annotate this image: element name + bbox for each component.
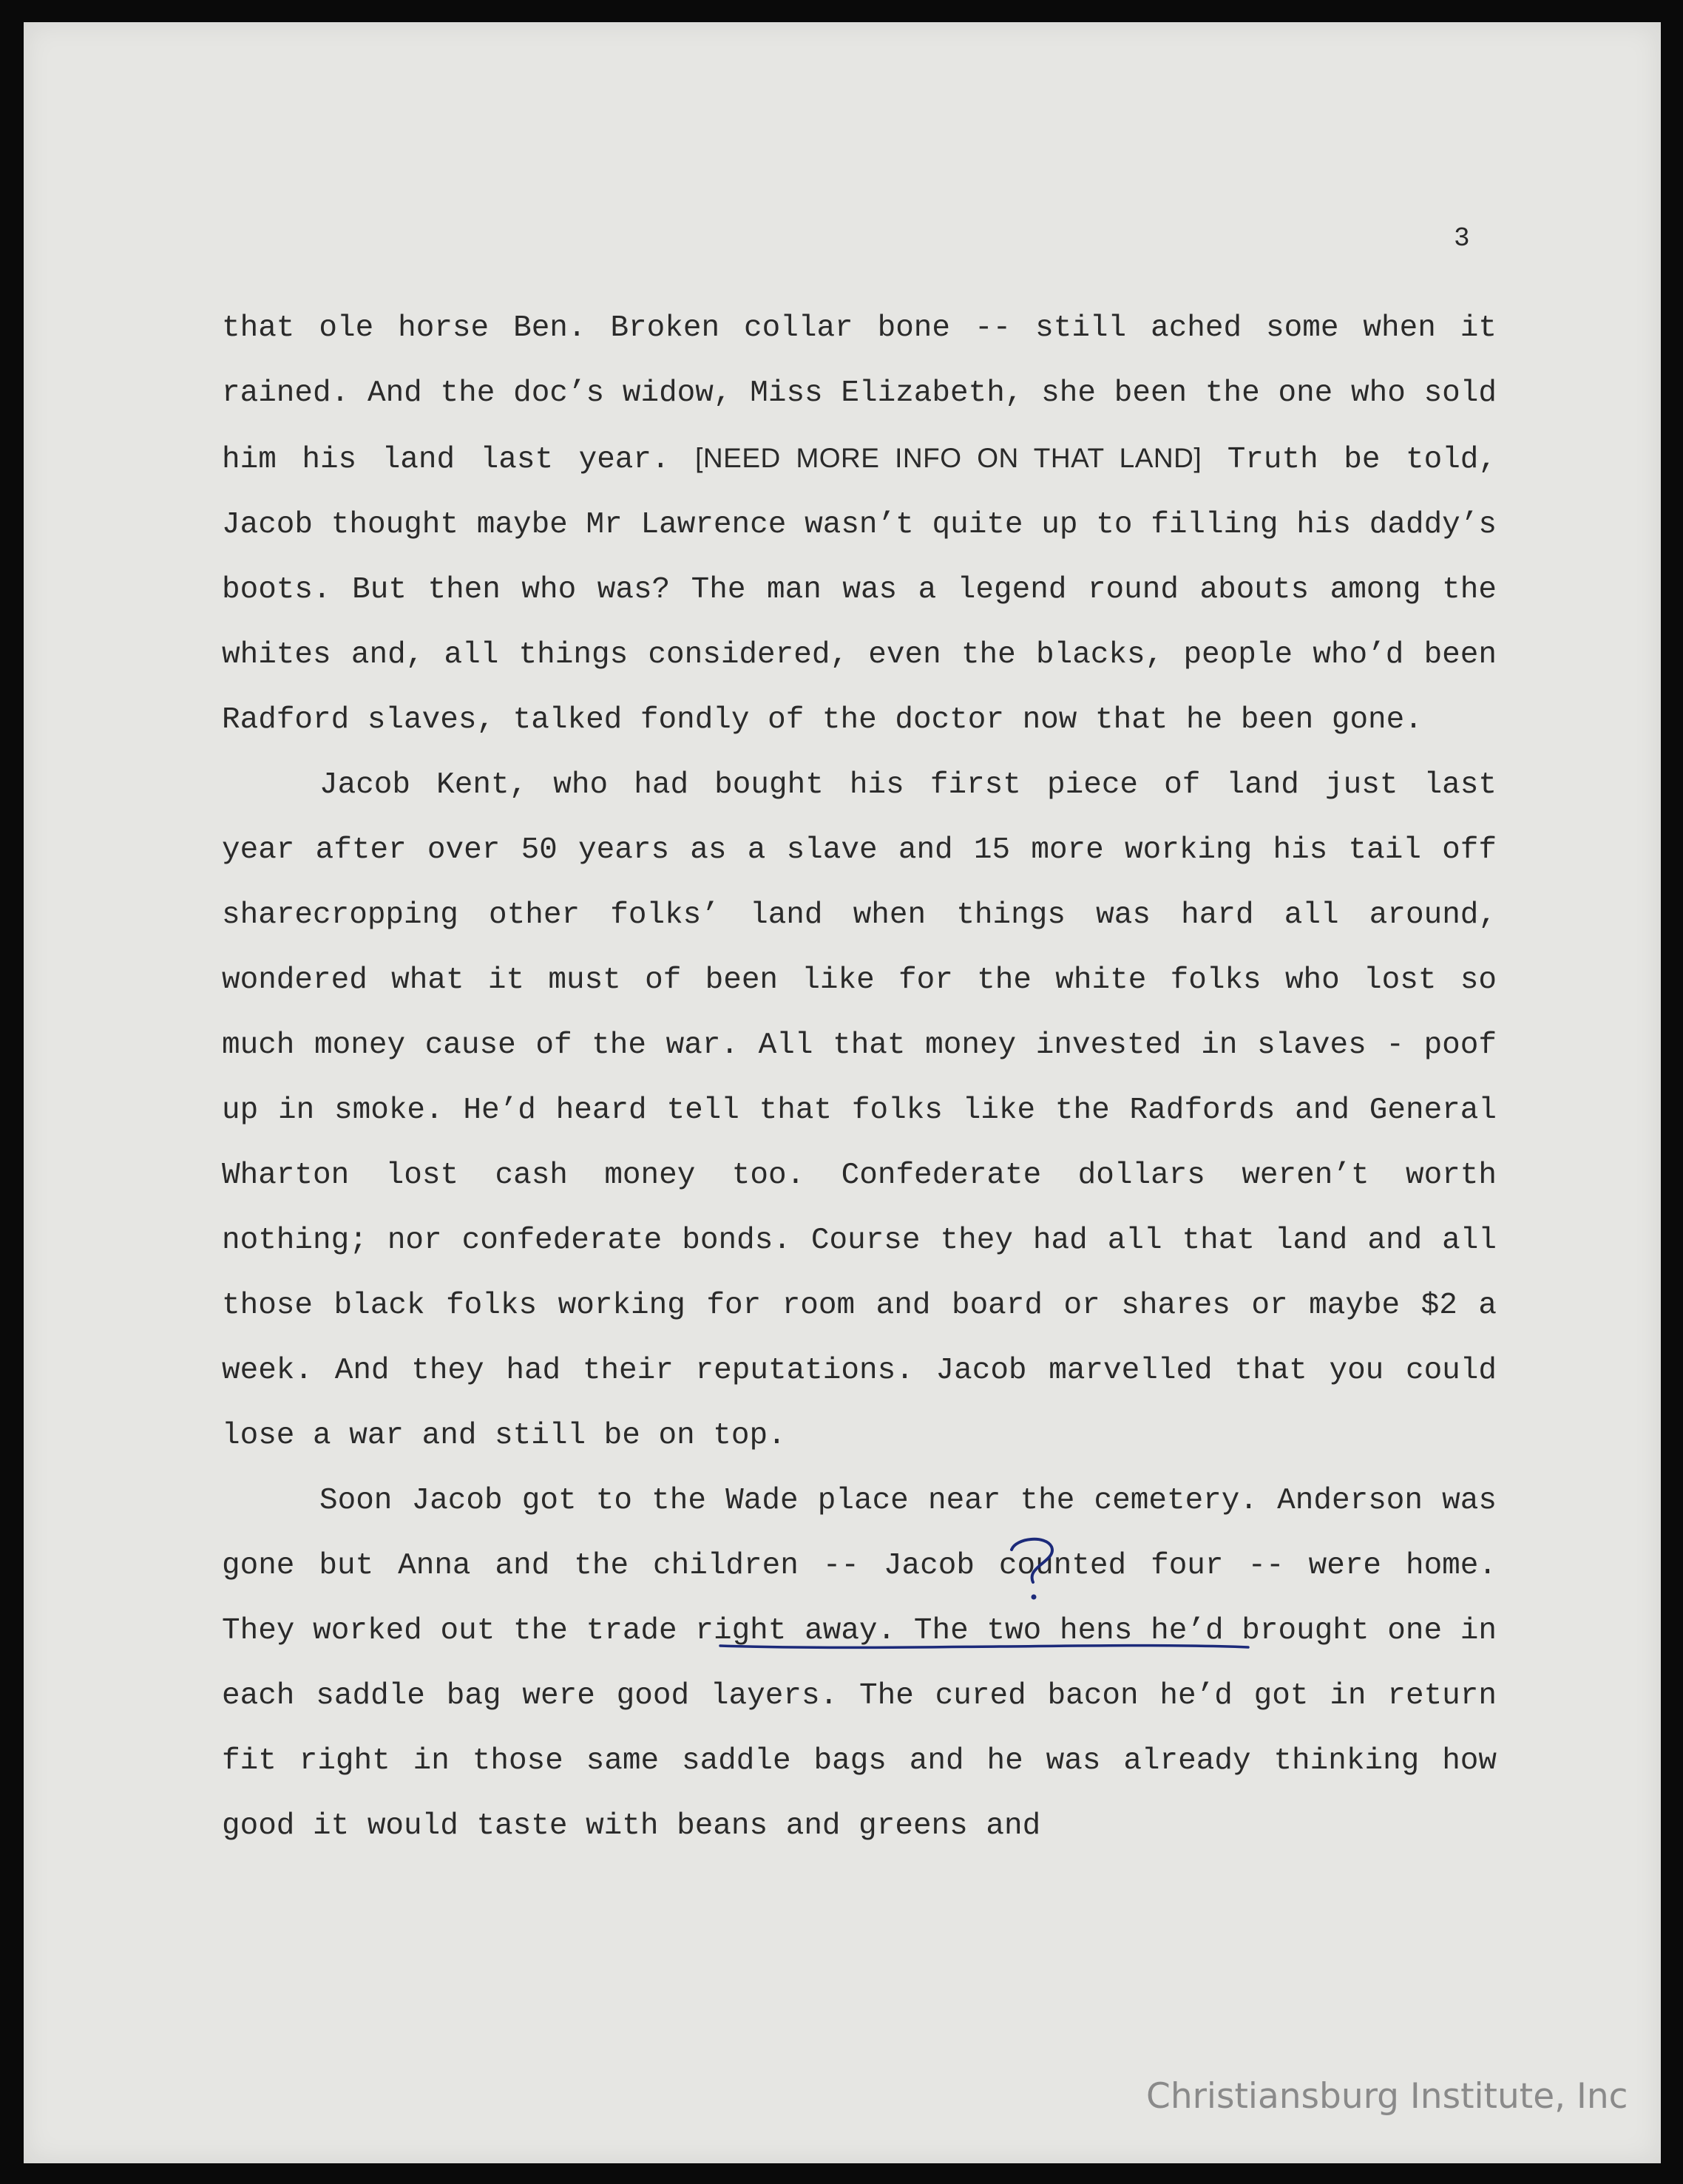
body-text bbox=[222, 296, 1497, 1859]
paragraph-1 bbox=[222, 296, 1497, 753]
paragraph-1-text-end: Truth be told, Jacob thought maybe Mr Lawrence wasn’t quite up to filling his daddy’s boots. But then who was? The man was a legend round abouts among the whites and, all things considered, even the blacks, people who’d been Radford slaves, talked fondly of the doctor now that he been gone. bbox=[222, 443, 1497, 737]
paragraph-3-text-start: Soon Jacob got to the bbox=[319, 1484, 726, 1518]
paragraph-2: Jacob Kent, who had bought his first piece of land just last year after over 50 years as a slave and 15 more working his tail off sharecropping other folks’ land when things was hard all around, wondered what it must of been like for the white folks who lost so much money cause of the war. All that money invested in slaves - poof up in smoke. He’d heard tell that folks like the Radfords and General Wharton lost cash money too. Confederate dollars weren’t worth nothing; nor confederate bonds. Course they had all that land and all those black folks working for room and board or shares or maybe $2 a week. And they had their reputations. Jacob marvelled that you could lose a war and still be on top. bbox=[222, 768, 1497, 1453]
document-page bbox=[24, 22, 1661, 2163]
editor-note: [NEED MORE INFO ON THAT LAND] bbox=[695, 443, 1202, 473]
paragraph-3-text-end: . Anderson was gone but Anna and the children -- Jacob counted four -- were home. They worked out the trade right away. The two hens he’d brought one in each saddle bag were good layers. The cured bacon he’d got in return fit right in those same saddle bags and he was already thinking how good it would taste with beans and greens and bbox=[222, 1484, 1497, 1843]
page-number: 3 bbox=[1454, 223, 1470, 254]
paragraph-3 bbox=[222, 1468, 1497, 1859]
watermark-text: Christiansburg Institute, Inc bbox=[1146, 2076, 1628, 2117]
paragraph-1-text-start: that ole horse Ben. Broken collar bone -- still ached some when it rained. And the doc’s widow, Miss Elizabeth, she been the one who sold him his land last year. bbox=[222, 311, 1497, 477]
underlined-phrase: Wade place near the cemetery bbox=[725, 1484, 1240, 1518]
